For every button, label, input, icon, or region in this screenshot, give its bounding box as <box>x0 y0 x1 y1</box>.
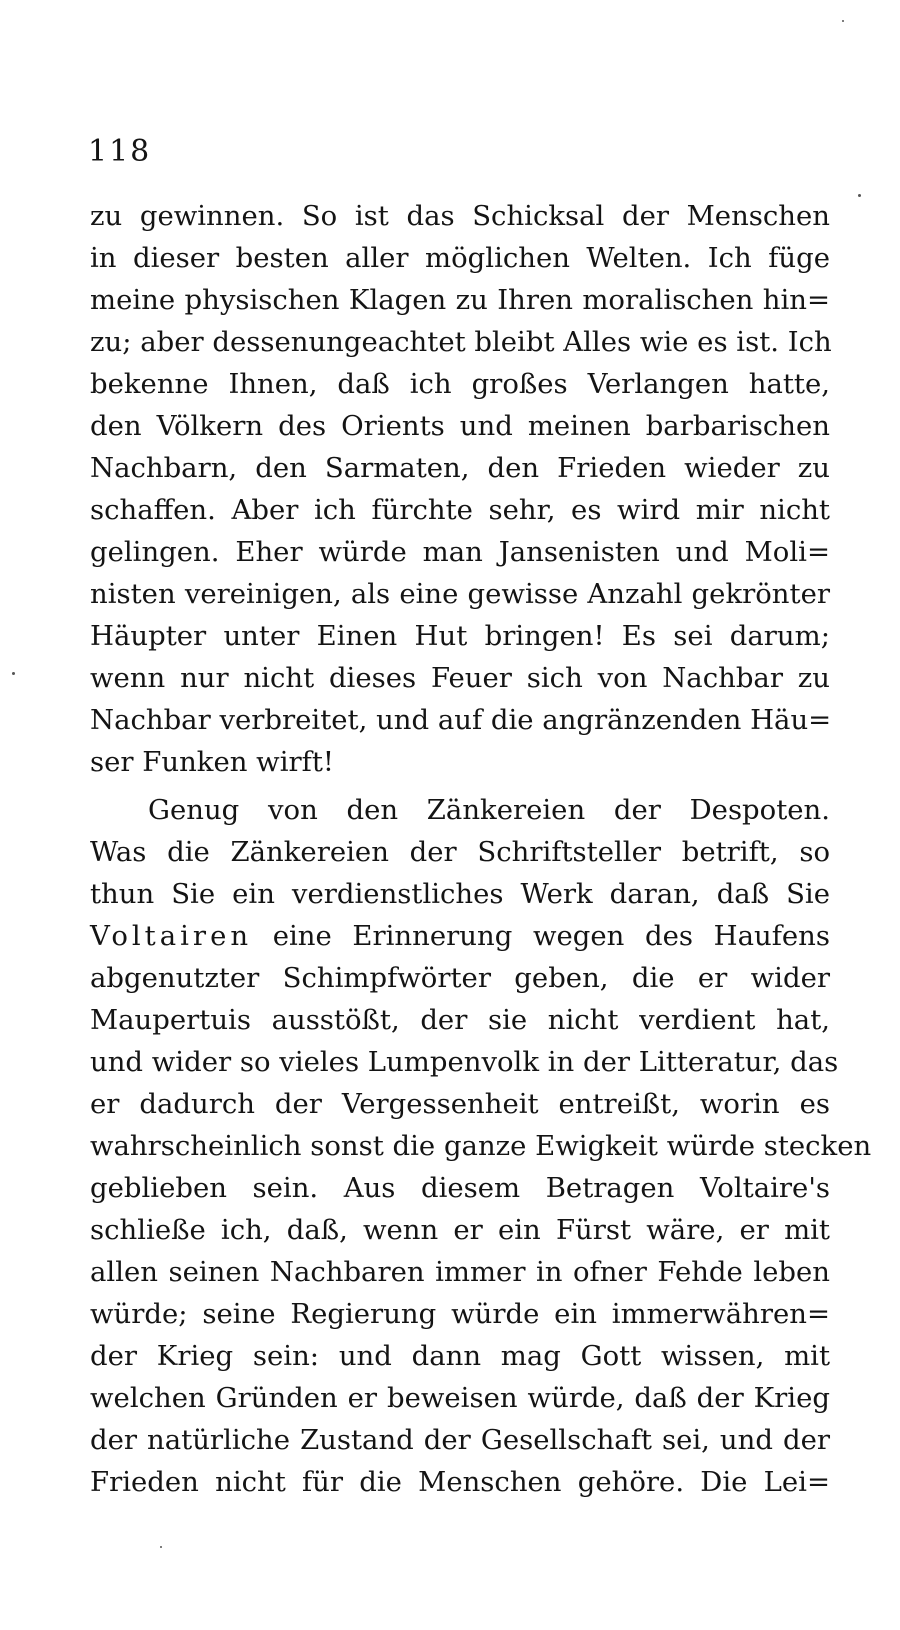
text-line: zu gewinnen. So ist das Schicksal der Menschen <box>90 200 830 232</box>
text-line: gelingen. Eher würde man Jansenisten und Moli= <box>90 536 830 568</box>
text-line: Was die Zänkereien der Schriftsteller betrift, so <box>90 836 830 868</box>
text-line: würde; seine Regierung würde ein immerwähren= <box>90 1298 830 1330</box>
text-line: Genug von den Zänkereien der Despoten. <box>148 794 830 826</box>
text-line: abgenutzter Schimpfwörter geben, die er wider <box>90 962 830 994</box>
text-line: zu; aber dessenungeachtet bleibt Alles wie es ist. Ich <box>90 326 832 358</box>
text-line: nisten vereinigen, als eine gewisse Anzahl gekrönter <box>90 578 830 610</box>
text-line: Frieden nicht für die Menschen gehöre. Die Lei= <box>90 1466 830 1498</box>
paragraph-1 <box>90 195 830 783</box>
text-line-rest: eine Erinnerung wegen des Haufens <box>252 920 830 952</box>
text-line: thun Sie ein verdienstliches Werk daran, daß Sie <box>90 878 830 910</box>
paper-speck <box>160 1546 162 1548</box>
text-line: wahrscheinlich sonst die ganze Ewigkeit würde stecken <box>90 1130 872 1162</box>
text-line: der natürliche Zustand der Gesellschaft sei, und der <box>90 1424 830 1456</box>
paper-speck <box>858 194 861 197</box>
text-line: und wider so vieles Lumpenvolk in der Litteratur, das <box>90 1046 839 1078</box>
text-line: Maupertuis ausstößt, der sie nicht verdient hat, <box>90 1004 830 1036</box>
text-line: der Krieg sein: und dann mag Gott wissen, mit <box>90 1340 830 1372</box>
text-line: bekenne Ihnen, daß ich großes Verlangen hatte, <box>90 368 830 400</box>
text-line: allen seinen Nachbaren immer in ofner Fehde leben <box>90 1256 830 1288</box>
spaced-name: Voltairen <box>90 920 253 952</box>
text-line: meine physischen Klagen zu Ihren moralischen hin= <box>90 284 830 316</box>
text-line: wenn nur nicht dieses Feuer sich von Nachbar zu <box>90 662 830 694</box>
text-line: ser Funken wirft! <box>90 746 334 778</box>
text-line: er dadurch der Vergessenheit entreißt, worin es <box>90 1088 830 1120</box>
text-line <box>90 915 830 957</box>
text-line: Nachbar verbreitet, und auf die angränzenden Häu= <box>90 704 832 736</box>
paragraph-2 <box>90 789 872 1503</box>
text-line: Häupter unter Einen Hut bringen! Es sei darum; <box>90 620 830 652</box>
text-line: den Völkern des Orients und meinen barbarischen <box>90 410 830 442</box>
text-line: welchen Gründen er beweisen würde, daß der Krieg <box>90 1382 830 1414</box>
text-line: geblieben sein. Aus diesem Betragen Voltaire's <box>90 1172 830 1204</box>
paper-speck <box>842 20 844 22</box>
paper-speck <box>12 672 15 675</box>
text-line: in dieser besten aller möglichen Welten. Ich füge <box>90 242 830 274</box>
text-line: schließe ich, daß, wenn er ein Fürst wäre, er mit <box>90 1214 830 1246</box>
text-line: schaffen. Aber ich fürchte sehr, es wird mir nicht <box>90 494 830 526</box>
page-number: 118 <box>88 134 152 169</box>
text-line: Nachbarn, den Sarmaten, den Frieden wieder zu <box>90 452 830 484</box>
